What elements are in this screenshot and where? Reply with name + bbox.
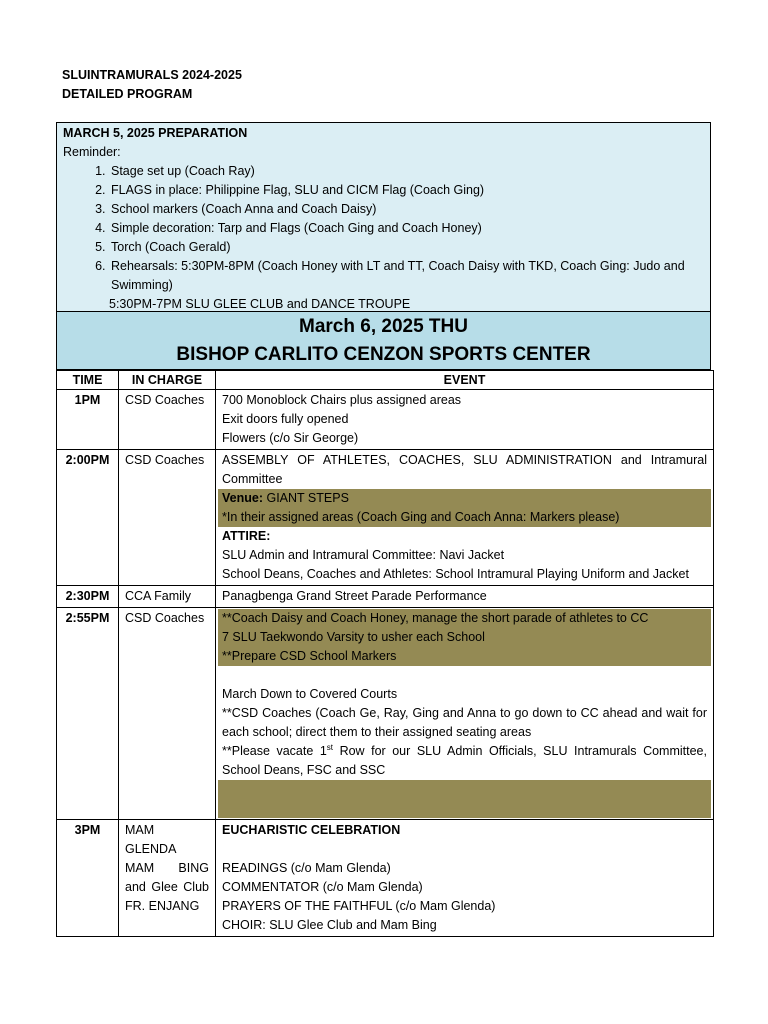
- table-row: [57, 586, 714, 608]
- venue-value: GIANT STEPS: [263, 491, 349, 505]
- reminder-label: Reminder:: [63, 145, 121, 159]
- reminder-extra-line: 5:30PM-7PM SLU GLEE CLUB and DANCE TROUPE: [109, 297, 411, 311]
- event-title: EUCHARISTIC CELEBRATION: [222, 823, 401, 837]
- document-subtitle: DETAILED PROGRAM: [62, 87, 193, 101]
- day-date: March 6, 2025 THU: [299, 316, 468, 337]
- event-line: March Down to Covered Courts: [222, 687, 398, 701]
- highlighted-venue-block: [218, 489, 711, 527]
- event-line: COMMENTATOR (c/o Mam Glenda): [222, 880, 423, 894]
- table-row: [57, 450, 714, 586]
- event-line: 700 Monoblock Chairs plus assigned areas: [222, 393, 462, 407]
- cell-time: 3PM: [57, 820, 119, 937]
- reminder-item: 2. FLAGS in place: Philippine Flag, SLU and CICM Flag (Coach Ging): [109, 181, 704, 200]
- reminder-item: 4. Simple decoration: Tarp and Flags (Coach Ging and Coach Honey): [109, 219, 704, 238]
- program-table: [56, 370, 714, 937]
- event-line: **Coach Daisy and Coach Honey, manage the short parade of athletes to CC: [222, 611, 649, 625]
- in-charge-line: FR. ENJANG: [125, 899, 200, 913]
- event-line: 7 SLU Taekwondo Varsity to usher each School: [222, 630, 485, 644]
- vacate-text: **Please vacate 1: [222, 744, 327, 758]
- in-charge-line: MAM BING and Glee Club: [125, 861, 209, 894]
- event-line: CHOIR: SLU Glee Club and Mam Bing: [222, 918, 437, 932]
- spacer: [222, 840, 707, 859]
- table-row: [57, 390, 714, 450]
- reminder-item: 5. Torch (Coach Gerald): [109, 238, 704, 257]
- day-header: [56, 312, 711, 370]
- highlighted-empty-block: [218, 780, 711, 818]
- venue-line: [222, 489, 707, 508]
- document-title: SLUINTRAMURALS 2024-2025: [62, 68, 242, 82]
- cell-event: [216, 820, 714, 937]
- ordinal-suffix: st: [326, 742, 334, 752]
- vacate-text: Row for our SLU Admin Officials, SLU Intramurals Committee, School Deans, FSC and SSC: [222, 744, 707, 777]
- event-line: School Deans, Coaches and Athletes: School Intramural Playing Uniform and Jacket: [222, 567, 689, 581]
- event-line: [222, 742, 707, 780]
- preparation-title: MARCH 5, 2025 PREPARATION: [63, 126, 248, 140]
- in-charge-line: MAM GLENDA: [125, 823, 177, 856]
- document-header: [62, 66, 242, 104]
- cell-time: 1PM: [57, 390, 119, 450]
- event-line: READINGS (c/o Mam Glenda): [222, 861, 391, 875]
- venue-label: Venue:: [222, 491, 263, 505]
- reminder-item: 6. Rehearsals: 5:30PM-8PM (Coach Honey with LT and TT, Coach Daisy with TKD, Coach Ging: Judo and Swimming): [109, 257, 704, 295]
- table-row: [57, 820, 714, 937]
- cell-in-charge: CSD Coaches: [119, 450, 216, 586]
- column-header-event: EVENT: [216, 371, 714, 390]
- event-line: ASSEMBLY OF ATHLETES, COACHES, SLU ADMINISTRATION and Intramural Committee: [222, 453, 707, 486]
- day-venue: BISHOP CARLITO CENZON SPORTS CENTER: [176, 344, 591, 365]
- cell-time: 2:30PM: [57, 586, 119, 608]
- cell-in-charge: [119, 820, 216, 937]
- table-header-row: [57, 371, 714, 390]
- cell-in-charge: CSD Coaches: [119, 608, 216, 820]
- preparation-box: [56, 122, 711, 312]
- attire-label: ATTIRE:: [222, 529, 271, 543]
- cell-event: [216, 586, 714, 608]
- cell-in-charge: CSD Coaches: [119, 390, 216, 450]
- cell-time: 2:00PM: [57, 450, 119, 586]
- cell-in-charge: CCA Family: [119, 586, 216, 608]
- reminder-item: 1. Stage set up (Coach Ray): [109, 162, 704, 181]
- event-line: Panagbenga Grand Street Parade Performance: [222, 589, 487, 603]
- cell-event: [216, 608, 714, 820]
- event-line: Flowers (c/o Sir George): [222, 431, 359, 445]
- cell-event: [216, 390, 714, 450]
- column-header-in-charge: IN CHARGE: [119, 371, 216, 390]
- event-line: Exit doors fully opened: [222, 412, 349, 426]
- cell-time: 2:55PM: [57, 608, 119, 820]
- spacer: [222, 666, 707, 685]
- event-line: **Prepare CSD School Markers: [222, 649, 397, 663]
- column-header-time: TIME: [57, 371, 119, 390]
- table-row: [57, 608, 714, 820]
- event-line: SLU Admin and Intramural Committee: Navi Jacket: [222, 548, 505, 562]
- venue-note: *In their assigned areas (Coach Ging and Coach Anna: Markers please): [222, 510, 620, 524]
- cell-event: [216, 450, 714, 586]
- highlighted-instructions-block: [218, 609, 711, 666]
- event-line: **CSD Coaches (Coach Ge, Ray, Ging and Anna to go down to CC ahead and wait for each school; direct them to their assigned seating areas: [222, 706, 707, 739]
- reminder-list: [63, 162, 704, 295]
- reminder-item: 3. School markers (Coach Anna and Coach Daisy): [109, 200, 704, 219]
- event-line: PRAYERS OF THE FAITHFUL (c/o Mam Glenda): [222, 899, 496, 913]
